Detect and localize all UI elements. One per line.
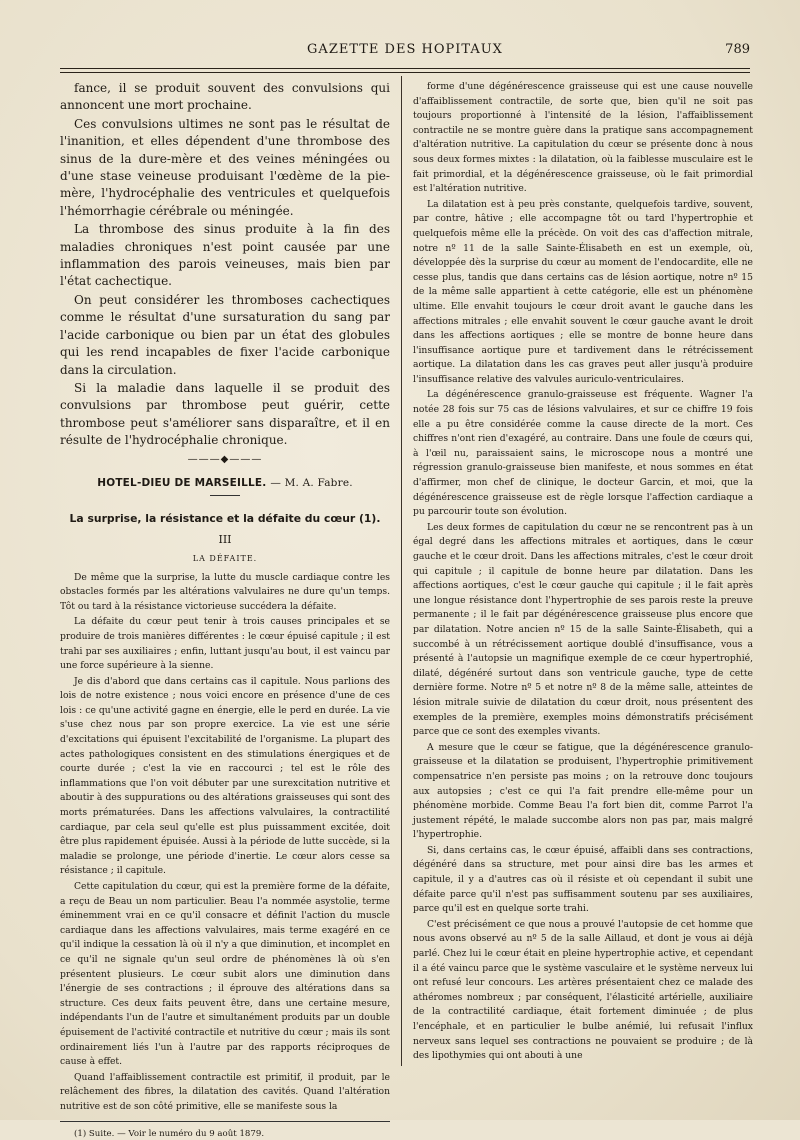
paragraph: La défaite du cœur peut tenir à trois causes principales et se produire de trois manières différentes : le cœur épuisé capitule ; il est trahi par ses auxiliaires ; enfin, luttant jusqu'au bout, il est vaincu par une force supérieure à la sienne. — [60, 616, 390, 672]
paragraph: forme d'une dégénérescence graisseuse qui est une cause nouvelle d'affaiblissement contractile, de sorte que, bien qu'il ne soit pas toujours proportionné à l'intensité de la lésion, l'affaiblissement contractile ne se montre guère dans la pratique sans accompagnement d'altération nutritive. La capitulation du cœur se présente donc à nous sous deux formes mixtes : la dilatation, où la faiblesse musculaire est le fait primordial, et la dégénérescence graisseuse, où le fait primordial est l'altération nutritive. — [413, 81, 753, 195]
running-header — [60, 42, 750, 62]
section-heading — [60, 477, 390, 489]
journal-title: GAZETTE DES HOPITAUX — [307, 42, 503, 57]
section-author: — M. A. Fabre. — [270, 476, 353, 489]
paragraph: On peut considérer les thromboses cachectiques comme le résultat d'une sursaturation du sang par l'acide carbonique ou bien par un état des globules qui les rend incapables de fixer l'acide carbonique dans la circulation. — [60, 292, 390, 377]
header-double-rule — [60, 68, 750, 73]
paragraph: C'est précisément ce que nous a prouvé l'autopsie de cet homme que nous avons observé au nº 5 de la salle Aillaud, et dont je vous ai déjà parlé. Chez lui le cœur était en pleine hypertrophie active, et cependant il a été vaincu parce que le système vasculaire et le système nerveux lui ont refusé leur concours. Les artères présentaient chez ce malade des athéromes nombreux ; par conséquent, l'élasticité artérielle, auxiliaire de la contractilité cardiaque, était fortement diminuée ; de plus l'encéphale, et en particulier le bulbe anémié, lui refusait l'influx nerveux sans lequel ses contractions ne pouvaient se produire ; de là des lipothymies qui ont abouti à une — [413, 918, 753, 1062]
footnote-rule — [60, 1121, 390, 1122]
paragraph: La dilatation est à peu près constante, quelquefois tardive, souvent, par contre, hâtive ; elle accompagne tôt ou tard l'hypertrophie et quelquefois même elle la précède. On voit des cas d'affection mitrale, notre nº 11 de la salle Sainte-Élisabeth en est un exemple, où, développée dès la surprise du cœur au moment de l'endocardite, elle ne cesse plus, tandis que dans certains cas de lésion aortique, notre nº 15 de la même salle appartient à cette catégorie, elle est un phénomène ultime. Elle envahit toujours le cœur droit avant le gauche dans les affections mitrales ; elle envahit souvent le cœur gauche avant le droit dans les affections aortiques ; elle se montre de bonne heure dans l'insuffisance aortique pure et tardivement dans le rétrécissement aortique. La dilatation dans les cas graves peut aller jusqu'à produire l'insuffisance relative des valvules auriculo-ventriculaires. — [413, 198, 753, 385]
column-divider — [401, 76, 402, 1066]
section-name: HOTEL-DIEU DE MARSEILLE. — [97, 476, 267, 489]
article-title: La surprise, la résistance et la défaite du cœur (1). — [69, 511, 381, 525]
paragraph: Si, dans certains cas, le cœur épuisé, affaibli dans ses contractions, dégénéré dans sa structure, met pour ainsi dire bas les armes et capitule, il y a d'autres cas où il résiste et où cependant il subit une défaite parce qu'il n'est pas suffisamment soutenu par ses auxiliaires, parce qu'il est en quelque sorte trahi. — [413, 844, 753, 915]
paragraph: De même que la surprise, la lutte du muscle cardiaque contre les obstacles formés par les altérations valvulaires ne dure qu'un temps. Tôt ou tard à la résistance victorieuse succédera la défaite. — [60, 571, 390, 612]
footnote: (1) Suite. — Voir le numéro du 9 août 1879. — [74, 1128, 265, 1139]
paragraph: Si la maladie dans laquelle il se produit des convulsions par thrombose peut guérir, cette thrombose peut s'améliorer sans disparaître, et il en résulte de l'hydrocéphalie chronique. — [60, 380, 390, 448]
right-column — [413, 80, 753, 1090]
article-body-left — [60, 571, 390, 1115]
ornamental-separator: ———◆——— — [187, 453, 263, 465]
paragraph: Cette capitulation du cœur, qui est la première forme de la défaite, a reçu de Beau un nom particulier. Beau l'a nommée asystolie, terme éminemment vrai en ce qu'il consacre et définit l'action du muscle cardiaque dans les affections valvulaires, mais terme exagéré en ce qu'il indique la cessation là où il n'y a que diminution, et incomplet en ce qu'il ne signale qu'un seul ordre de phénomènes là où s'en présentent plusieurs. Le cœur subit alors une diminution dans l'énergie de ses contractions ; il éprouve des altérations dans sa structure. Ces deux faits peuvent être, dans une certaine mesure, indépendants l'un de l'autre et simultanément produits par un double épuisement de l'activité contractile et nutritive du cœur ; mais ils sont ordinairement liés l'un à l'autre par des rapports réciproques de cause à effet. — [60, 881, 390, 1068]
paragraph: La thrombose des sinus produite à la fin des maladies chroniques n'est point causée par une inflammation des parois veineuses, mais bien par l'état cachectique. — [60, 222, 390, 289]
paragraph: A mesure que le cœur se fatigue, que la dégénérescence granulo-graisseuse et la dilatation se produisent, l'hypertrophie primitivement compensatrice n'en persiste pas moins ; on la retrouve donc toujours aux autopsies ; c'est ce qui l'a fait prendre elle-même pour un phénomène morbide. Comme Beau l'a fort bien dit, comme Parrot l'a justement répété, le malade succombe alors non pas par, mais malgré l'hypertrophie. — [413, 741, 753, 841]
article-part-number: III — [218, 532, 232, 546]
paragraph: fance, il se produit souvent des convulsions qui annoncent une mort prochaine. — [60, 81, 390, 113]
article-subtitle: LA DÉFAITE. — [192, 553, 258, 563]
paragraph: La dégénérescence granulo-graisseuse est fréquente. Wagner l'a notée 28 fois sur 75 cas de lésions valvulaires, et sur ce chiffre 19 fois elle a pu être considérée comme la cause directe de la mort. Ces chiffres n'ont rien d'exagéré, au contraire. Dans une foule de cœurs qui, à l'œil nu, paraissaient sains, le microscope nous a montré une régression granulo-graisseuse bien manifeste, et nous sommes en état d'affirmer, mon chef de clinique, le docteur Garcin, et moi, que la dégénérescence graisseuse est de règle lorsque l'affection cardiaque a pu parcourir toute son évolution. — [413, 389, 753, 518]
paragraph: Ces convulsions ultimes ne sont pas le résultat de l'inanition, et elles dépendent d'une thrombose des sinus de la dure-mère et des veines méningées ou d'une stase veineuse produisant l'œdème de la pie-mère, l'hydrocéphalie des ventricules et quelquefois l'hémorrhagie cérébrale ou méningée. — [60, 116, 390, 218]
short-rule — [210, 495, 240, 496]
page-number: 789 — [725, 42, 750, 57]
paragraph: Quand l'affaiblissement contractile est primitif, il produit, par le relâchement des fibres, la dilatation des cavités. Quand l'altération nutritive est de son côté primitive, elle se manifeste sous la — [60, 1071, 390, 1112]
previous-article-ending — [60, 80, 390, 450]
left-column — [60, 80, 390, 1139]
paragraph: Les deux formes de capitulation du cœur ne se rencontrent pas à un égal degré dans les affections mitrales et aortiques, dans le cœur gauche et le cœur droit. Dans les affections mitrales, c'est le cœur droit qui capitule ; il capitule de bonne heure par dilatation. Dans les affections aortiques, c'est le cœur gauche qui capitule ; il le fait après une longue résistance dont l'hypertrophie de ses parois reste la preuve permanente ; il le fait par dégénérescence graisseuse plus encore que par dilatation. Notre ancien nº 15 de la salle Sainte-Élisabeth, qui a succombé à un rétrécissement aortique doublé d'insuffisance, vous a présenté à l'autopsie un magnifique exemple de ce cœur hypertrophié, dilaté, dégénéré surtout dans son ventricule gauche, type de cette dernière forme. Notre nº 5 et notre nº 8 de la même salle, atteintes de lésion mitrale suivie de dilatation du cœur droit, nous présentent des exemples de la première, exemples moins démonstratifs précisément parce que ce sont des exemples vivants. — [413, 521, 753, 738]
paragraph: Je dis d'abord que dans certains cas il capitule. Nous parlions des lois de notre existence ; nous voici encore en présence d'une de ces lois : ce qu'une activité gagne en énergie, elle le perd en durée. La vie s'use chez nous par son propre exercice. La vie est une série d'excitations qui épuisent l'excitabilité de l'organisme. La plupart des actes pathologiques consistent en des stimulations énergiques et de courte durée ; c'est la vie en raccourci ; tel est le rôle des inflammations que l'on voit débuter par une surexcitation nutritive et aboutir à des suppurations ou des altérations graisseuses qui sont des morts prématurées. Dans les affections valvulaires, la contractilité cardiaque, par cela seul qu'elle est plus puissamment excitée, doit être plus rapidement épuisée. Aussi à la période de lutte succède, si la maladie se prolonge, une période d'inertie. Le cœur alors cesse sa résistance ; il capitule. — [60, 675, 390, 877]
